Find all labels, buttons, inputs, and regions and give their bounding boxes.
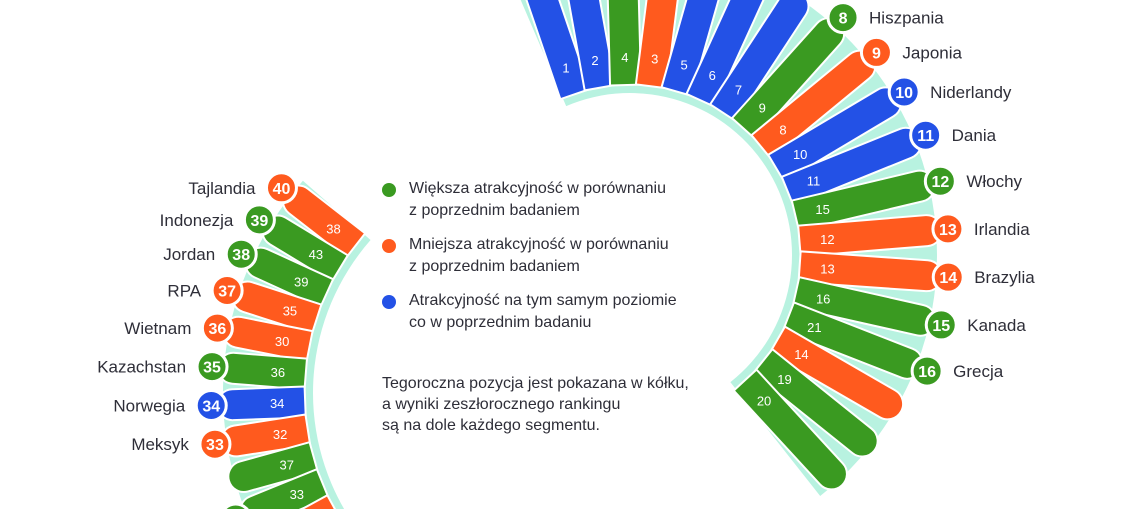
previous-rank-label: 16	[815, 291, 831, 307]
previous-rank-label: 34	[269, 396, 285, 412]
note-line: Tegoroczna pozycja jest pokazana w kółku,	[382, 375, 689, 392]
previous-rank-label: 35	[282, 303, 298, 319]
current-rank-label: 10	[895, 84, 914, 102]
previous-rank-label: 39	[294, 274, 309, 290]
current-rank-label: 9	[871, 45, 881, 63]
current-rank-label: 16	[918, 364, 937, 382]
country-label: Włochy	[966, 172, 1023, 192]
previous-rank-label: 5	[680, 57, 688, 73]
country-label: Tajlandia	[188, 178, 256, 198]
country-label: RPA	[167, 281, 202, 301]
previous-rank-label: 8	[779, 122, 787, 138]
previous-rank-label: 21	[807, 320, 822, 336]
country-label: Japonia	[902, 43, 962, 63]
previous-rank-label: 30	[274, 333, 290, 349]
previous-rank-label: 37	[279, 457, 294, 473]
country-label: Meksyk	[131, 435, 189, 455]
previous-rank-label: 4	[621, 50, 629, 66]
country-label: Jordan	[163, 245, 216, 265]
current-rank-label: 8	[838, 10, 848, 28]
previous-rank-label: 13	[820, 261, 835, 277]
previous-rank-label: 38	[326, 221, 341, 237]
previous-rank-label: 15	[815, 202, 830, 218]
explanation-note	[382, 373, 762, 436]
current-rank-label: 14	[939, 270, 958, 288]
country-label: Norwegia	[113, 396, 186, 416]
current-rank-label: 39	[250, 212, 269, 230]
country-label: Irlandia	[973, 219, 1030, 239]
current-rank-label: 11	[917, 128, 935, 146]
legend-label-up: Większa atrakcyjność w porównaniu z poprzednim badaniem	[409, 180, 666, 219]
legend-dot-green	[382, 183, 396, 197]
segment-bar	[217, 386, 306, 420]
previous-rank-label: 9	[758, 100, 766, 116]
previous-rank-label: 6	[708, 67, 716, 83]
country-label: Kanada	[967, 315, 1026, 335]
current-rank-label: 15	[932, 317, 951, 335]
legend-label-same: Atrakcyjność na tym samym poziomie co w poprzednim badaniu	[409, 292, 677, 331]
current-rank-label: 37	[218, 283, 237, 301]
segment-bar	[607, 0, 641, 85]
note-line: a wyniki zeszłorocznego rankingu	[382, 396, 621, 413]
country-label: Kazachstan	[97, 357, 187, 377]
current-rank-label: 36	[208, 321, 227, 339]
previous-rank-label: 43	[308, 247, 324, 263]
previous-rank-label: 20	[756, 393, 772, 409]
previous-rank-label: 10	[792, 146, 808, 162]
current-rank-label: 40	[272, 180, 291, 198]
previous-rank-label: 19	[777, 371, 792, 387]
current-rank-label: 35	[203, 359, 221, 377]
country-label: Wietnam	[124, 319, 192, 339]
current-rank-label: 12	[931, 174, 950, 192]
country-label: Dania	[951, 126, 997, 146]
country-label: Grecja	[953, 362, 1004, 382]
legend-label-down: Mniejsza atrakcyjność w porównaniu z poprzednim badaniem	[409, 236, 669, 275]
country-label: Brazylia	[974, 268, 1035, 288]
current-rank-label: 34	[202, 398, 221, 416]
previous-rank-label: 36	[270, 364, 286, 380]
legend-dot-blue	[382, 295, 396, 309]
previous-rank-label: 2	[591, 53, 599, 69]
previous-rank-label: 7	[734, 82, 743, 98]
previous-rank-label: 32	[272, 427, 288, 443]
country-label: Hiszpania	[869, 8, 944, 28]
previous-rank-label: 14	[794, 347, 809, 363]
current-rank-label: 33	[206, 437, 224, 455]
country-label: Indonezja	[159, 210, 234, 230]
current-rank-label: 13	[939, 221, 957, 239]
previous-rank-label: 33	[289, 487, 305, 503]
previous-rank-label: 11	[806, 173, 821, 189]
previous-rank-label: 12	[820, 231, 835, 247]
note-line: są na dole każdego segmentu.	[382, 417, 600, 434]
previous-rank-label: 1	[562, 60, 570, 76]
segment-bar	[218, 353, 307, 390]
previous-rank-label: 3	[651, 51, 659, 67]
current-rank-label: 38	[232, 247, 251, 265]
legend-dot-orange	[382, 239, 396, 253]
country-label: Niderlandy	[930, 82, 1012, 102]
